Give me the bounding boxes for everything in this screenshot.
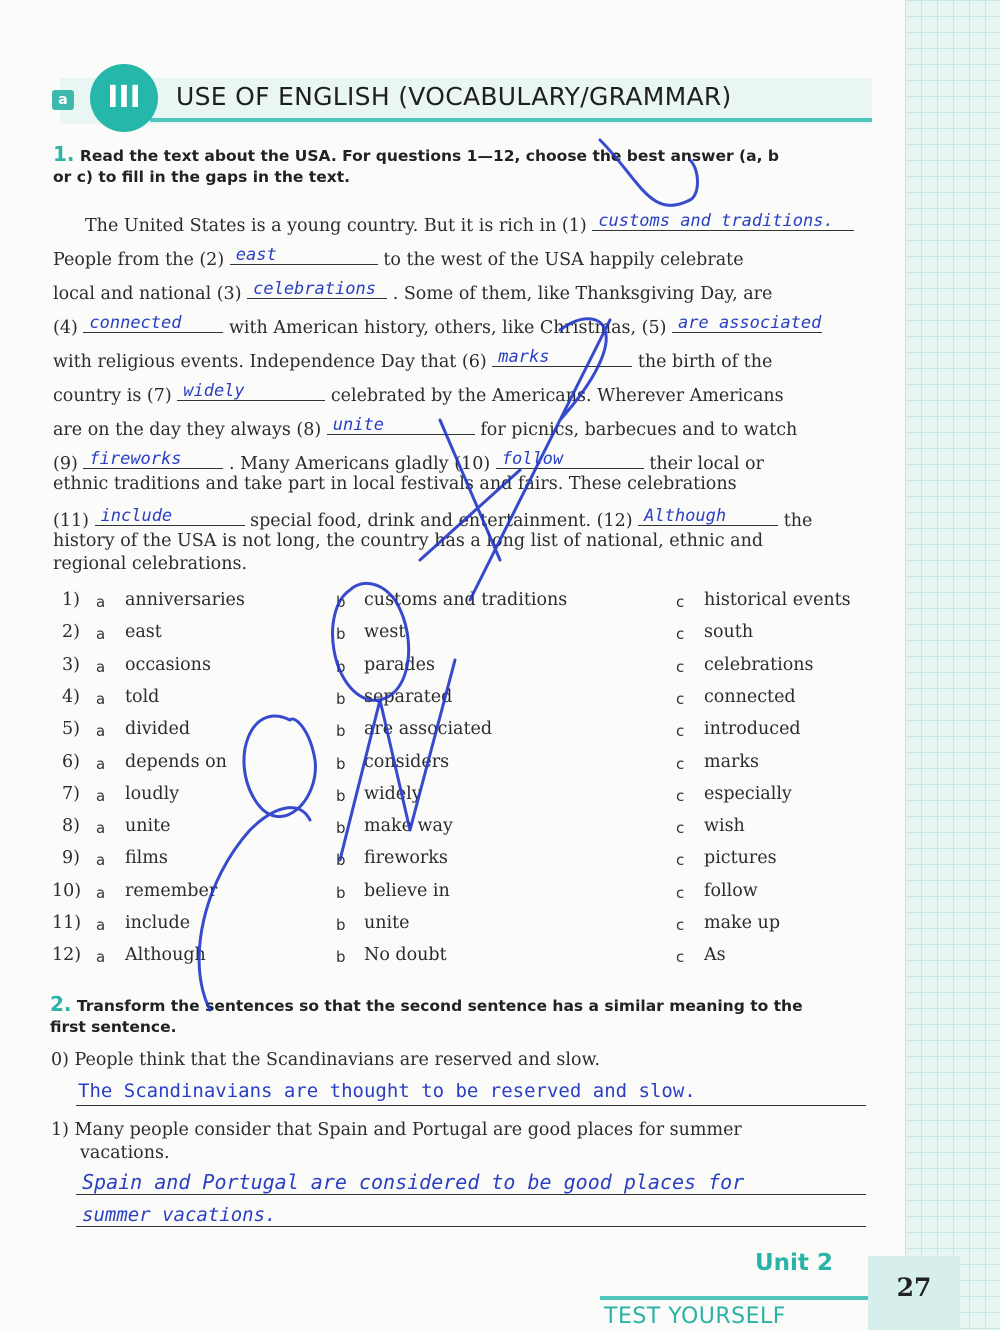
option-number: 4) (62, 686, 80, 707)
option-letter-c: c (676, 689, 685, 708)
option-b[interactable]: considers (364, 751, 450, 772)
answer-5: are associated (678, 313, 822, 333)
question-1: 1) Many people consider that Spain and Portugal are good places for summer (51, 1120, 742, 1140)
text-segment: with American history, others, like Christmas, (5) (228, 318, 667, 338)
option-a[interactable]: Although (125, 945, 206, 966)
option-c[interactable]: south (704, 622, 754, 643)
option-a[interactable]: divided (125, 719, 191, 740)
option-letter-b: b (336, 819, 346, 838)
option-number: 6) (62, 751, 80, 772)
answer-q1-line2: summer vacations. (82, 1204, 277, 1226)
page-title: USE OF ENGLISH (VOCABULARY/GRAMMAR) (176, 82, 732, 111)
answer-11: include (100, 506, 173, 526)
option-c[interactable]: wish (704, 816, 745, 837)
option-letter-a: a (96, 657, 106, 676)
option-c[interactable]: introduced (704, 719, 801, 740)
text-segment: the (783, 511, 813, 531)
text-segment: to the west of the USA happily celebrate (383, 250, 744, 270)
text-segment: their local or (649, 454, 764, 474)
option-c[interactable]: make up (704, 913, 781, 933)
option-number: 9) (62, 848, 80, 869)
text-segment: local and national (3) (53, 284, 242, 304)
text-segment: (9) (53, 454, 78, 474)
option-b[interactable]: west (364, 622, 406, 643)
answer-3: celebrations (253, 279, 376, 299)
option-number: 7) (62, 783, 80, 804)
text-segment: (4) (53, 318, 78, 338)
scribble-text: списано (0, 0, 5, 1)
option-c[interactable]: As (704, 945, 726, 966)
unit-label: Unit 2 (755, 1250, 833, 1276)
option-c[interactable]: celebrations (704, 654, 814, 675)
option-b[interactable]: separated (364, 686, 453, 707)
answer-10: follow (501, 449, 564, 469)
option-letter-a: a (96, 851, 106, 870)
option-b[interactable]: fireworks (364, 848, 448, 869)
option-letter-c: c (676, 754, 685, 773)
option-number: 5) (62, 719, 80, 740)
option-a[interactable]: remember (125, 880, 218, 901)
option-b[interactable]: make way (364, 816, 453, 837)
answer-9: fireworks (89, 449, 182, 469)
option-number: 8) (62, 816, 80, 837)
option-letter-c: c (676, 883, 685, 902)
answer-6: marks (498, 347, 550, 367)
text-segment: special food, drink and entertainment. (12) (250, 511, 633, 531)
option-letter-b: b (336, 722, 346, 741)
option-letter-a: a (96, 948, 106, 967)
text-segment: are on the day they always (8) (53, 420, 322, 440)
option-letter-a: a (96, 722, 106, 741)
page-number: 27 (868, 1256, 960, 1330)
text-segment: for picnics, barbecues and to watch (480, 420, 798, 440)
option-a[interactable]: films (125, 848, 168, 869)
option-c[interactable]: historical events (704, 590, 851, 610)
text-segment: country is (7) (53, 386, 172, 406)
option-letter-c: c (676, 625, 685, 644)
option-letter-b: b (336, 689, 346, 708)
option-a[interactable]: depends on (125, 751, 227, 772)
task2-instr-line1: Transform the sentences so that the second sentence has a similar meaning to the (76, 997, 803, 1015)
answer-2: east (235, 245, 277, 265)
text-segment: The United States is a young country. But it is rich in (1) (85, 216, 587, 236)
text-segment: People from the (2) (53, 250, 225, 270)
example-sentence: 0) People think that the Scandinavians are reserved and slow. (51, 1050, 600, 1070)
option-a[interactable]: unite (125, 816, 171, 837)
task2-instr-line2: first sentence. (50, 1018, 177, 1036)
option-letter-b: b (336, 625, 346, 644)
option-b[interactable]: customs and traditions (364, 590, 568, 610)
option-letter-a: a (96, 916, 106, 934)
test-yourself-label: TEST YOURSELF (604, 1304, 786, 1329)
option-letter-b: b (336, 851, 346, 870)
option-c[interactable]: connected (704, 686, 796, 707)
option-c[interactable]: marks (704, 751, 759, 772)
section-tab: a (52, 90, 74, 110)
option-letter-a: a (96, 625, 106, 644)
option-a[interactable]: loudly (125, 783, 180, 804)
option-letter-c: c (676, 786, 685, 805)
option-letter-b: b (336, 916, 346, 934)
text-line: history of the USA is not long, the country has a long list of national, ethnic and (53, 531, 764, 551)
option-a[interactable]: told (125, 686, 160, 707)
text-segment: with religious events. Independence Day that (6) (53, 352, 487, 372)
option-a[interactable]: occasions (125, 654, 211, 675)
option-b[interactable]: widely (364, 783, 422, 804)
option-number: 11) (52, 913, 82, 933)
text-segment: (11) (53, 511, 89, 531)
option-b[interactable]: unite (364, 913, 410, 933)
option-c[interactable]: pictures (704, 848, 777, 869)
option-a[interactable]: east (125, 622, 162, 643)
option-letter-b: b (336, 883, 346, 902)
option-b[interactable]: are associated (364, 719, 493, 740)
answer-4: connected (89, 313, 182, 333)
option-letter-a: a (96, 883, 106, 902)
answer-8: unite (332, 415, 384, 435)
option-number: 10) (52, 880, 82, 901)
option-letter-b: b (336, 593, 346, 611)
option-letter-b: b (336, 657, 346, 676)
text-segment: . Many Americans gladly (10) (228, 454, 491, 474)
option-letter-c: c (676, 916, 685, 934)
answer-12: Although (644, 506, 727, 526)
footer-rule (600, 1296, 868, 1300)
option-b[interactable]: parades (364, 654, 435, 675)
task1-instr-line2: or c) to fill in the gaps in the text. (53, 168, 351, 186)
text-segment: . Some of them, like Thanksgiving Day, are (392, 284, 773, 304)
option-letter-c: c (676, 722, 685, 741)
option-letter-c: c (676, 657, 685, 676)
option-number: 1) (62, 590, 80, 610)
task1-instr-line1: Read the text about the USA. For questions 1—12, choose the best answer (a, b (79, 147, 779, 165)
task2-number: 2. (50, 992, 72, 1016)
option-a[interactable]: anniversaries (125, 590, 245, 610)
answer-7: widely (183, 381, 245, 401)
option-letter-b: b (336, 754, 346, 773)
section-badge: III (90, 64, 158, 132)
text-line: ethnic traditions and take part in local festivals and fairs. These celebrations (53, 474, 737, 494)
option-number: 2) (62, 622, 80, 643)
option-letter-b: b (336, 786, 346, 805)
option-letter-a: a (96, 754, 106, 773)
option-c[interactable]: especially (704, 783, 792, 804)
question-1-cont: vacations. (80, 1143, 170, 1163)
option-letter-a: a (96, 593, 106, 611)
option-number: 12) (52, 945, 82, 966)
text-line: regional celebrations. (53, 554, 248, 574)
text-segment: celebrated by the Americans. Wherever Americans (330, 386, 784, 406)
option-b[interactable]: believe in (364, 880, 450, 901)
text-segment: the birth of the (637, 352, 773, 372)
option-letter-a: a (96, 689, 106, 708)
task1-number: 1. (53, 142, 75, 166)
option-letter-a: a (96, 786, 106, 805)
option-number: 3) (62, 654, 80, 675)
option-b[interactable]: No doubt (364, 945, 447, 966)
option-letter-c: c (676, 948, 685, 967)
option-letter-a: a (96, 819, 106, 838)
option-letter-c: c (676, 851, 685, 870)
option-letter-c: c (676, 819, 685, 838)
answer-1: customs and traditions. (598, 211, 834, 231)
option-a[interactable]: include (125, 913, 191, 933)
option-c[interactable]: follow (704, 880, 758, 901)
option-letter-c: c (676, 593, 685, 611)
option-letter-b: b (336, 948, 346, 967)
example-answer: The Scandinavians are thought to be reserved and slow. (78, 1080, 696, 1102)
answer-q1-line1: Spain and Portugal are considered to be good places for (82, 1170, 745, 1194)
